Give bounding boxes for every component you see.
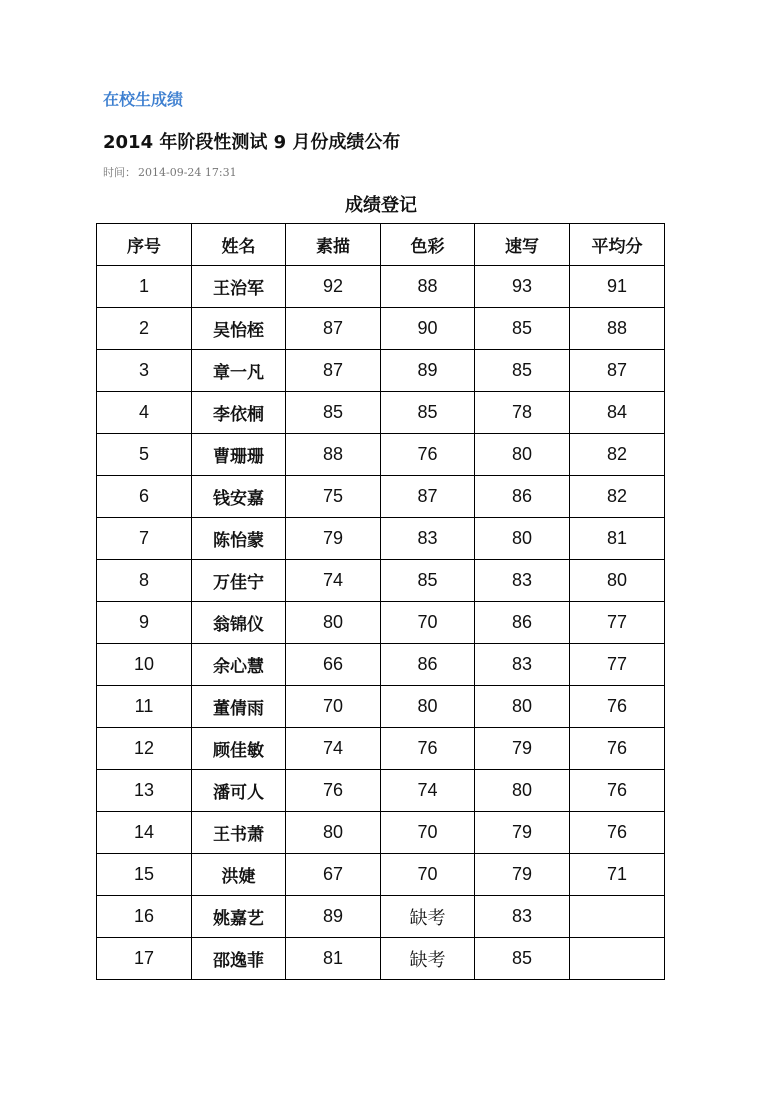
cell-sketch: 74: [286, 560, 381, 602]
cell-sketch: 85: [286, 392, 381, 434]
cell-quick-sketch: 86: [475, 476, 570, 518]
publish-time-label: 时间：: [103, 166, 136, 179]
table-row: [97, 812, 665, 854]
cell-index: 11: [97, 686, 192, 728]
table-row: [97, 854, 665, 896]
cell-color: 缺考: [381, 938, 475, 980]
cell-average: 71: [570, 854, 665, 896]
table-row: [97, 350, 665, 392]
table-caption: 成绩登记: [345, 195, 417, 216]
table-row: [97, 896, 665, 938]
cell-average: 91: [570, 266, 665, 308]
cell-quick-sketch: 78: [475, 392, 570, 434]
column-header-average: 平均分: [570, 224, 665, 266]
cell-quick-sketch: 85: [475, 938, 570, 980]
cell-average: 76: [570, 812, 665, 854]
table-header-row: [97, 224, 665, 266]
cell-index: 13: [97, 770, 192, 812]
cell-color: 85: [381, 560, 475, 602]
cell-color: 缺考: [381, 896, 475, 938]
cell-name: 钱安嘉: [192, 476, 286, 518]
cell-name: 翁锦仪: [192, 602, 286, 644]
cell-index: 5: [97, 434, 192, 476]
cell-average: 77: [570, 602, 665, 644]
publish-time: 2014-09-24 17:31: [138, 166, 237, 179]
cell-name: 章一凡: [192, 350, 286, 392]
cell-color: 76: [381, 434, 475, 476]
cell-color: 88: [381, 266, 475, 308]
cell-quick-sketch: 80: [475, 686, 570, 728]
cell-name: 洪婕: [192, 854, 286, 896]
cell-sketch: 75: [286, 476, 381, 518]
cell-name: 余心慧: [192, 644, 286, 686]
cell-color: 87: [381, 476, 475, 518]
cell-quick-sketch: 83: [475, 644, 570, 686]
cell-average: 82: [570, 434, 665, 476]
cell-index: 17: [97, 938, 192, 980]
cell-sketch: 81: [286, 938, 381, 980]
column-header-color: 色彩: [381, 224, 475, 266]
cell-name: 潘可人: [192, 770, 286, 812]
cell-sketch: 92: [286, 266, 381, 308]
table-row: [97, 308, 665, 350]
table-row: [97, 476, 665, 518]
cell-quick-sketch: 83: [475, 560, 570, 602]
cell-quick-sketch: 83: [475, 896, 570, 938]
cell-name: 李依桐: [192, 392, 286, 434]
cell-index: 8: [97, 560, 192, 602]
cell-index: 4: [97, 392, 192, 434]
cell-quick-sketch: 79: [475, 728, 570, 770]
cell-average: 87: [570, 350, 665, 392]
cell-index: 14: [97, 812, 192, 854]
cell-sketch: 66: [286, 644, 381, 686]
cell-color: 89: [381, 350, 475, 392]
cell-color: 86: [381, 644, 475, 686]
publish-meta: [103, 164, 237, 180]
table-row: [97, 938, 665, 980]
cell-name: 姚嘉艺: [192, 896, 286, 938]
table-body: [97, 266, 665, 980]
cell-sketch: 67: [286, 854, 381, 896]
table-row: [97, 518, 665, 560]
cell-average: 76: [570, 728, 665, 770]
table-row: [97, 434, 665, 476]
table-row: [97, 266, 665, 308]
table-row: [97, 644, 665, 686]
table-row: [97, 728, 665, 770]
cell-index: 10: [97, 644, 192, 686]
column-header-quick-sketch: 速写: [475, 224, 570, 266]
cell-index: 3: [97, 350, 192, 392]
cell-quick-sketch: 93: [475, 266, 570, 308]
cell-average: 84: [570, 392, 665, 434]
cell-name: 邵逸菲: [192, 938, 286, 980]
cell-average: [570, 896, 665, 938]
cell-average: 77: [570, 644, 665, 686]
cell-sketch: 70: [286, 686, 381, 728]
table-row: [97, 392, 665, 434]
cell-color: 85: [381, 392, 475, 434]
cell-sketch: 88: [286, 434, 381, 476]
cell-average: 82: [570, 476, 665, 518]
cell-color: 90: [381, 308, 475, 350]
cell-name: 曹珊珊: [192, 434, 286, 476]
cell-index: 15: [97, 854, 192, 896]
cell-index: 2: [97, 308, 192, 350]
column-header-sketch: 素描: [286, 224, 381, 266]
table-row: [97, 770, 665, 812]
cell-index: 12: [97, 728, 192, 770]
cell-average: 81: [570, 518, 665, 560]
cell-sketch: 79: [286, 518, 381, 560]
table-row: [97, 686, 665, 728]
table-row: [97, 602, 665, 644]
cell-color: 70: [381, 854, 475, 896]
column-header-index: 序号: [97, 224, 192, 266]
cell-name: 王书萧: [192, 812, 286, 854]
cell-quick-sketch: 80: [475, 434, 570, 476]
cell-index: 6: [97, 476, 192, 518]
cell-color: 74: [381, 770, 475, 812]
cell-name: 吴怡桎: [192, 308, 286, 350]
cell-average: 76: [570, 686, 665, 728]
cell-quick-sketch: 80: [475, 770, 570, 812]
cell-color: 70: [381, 602, 475, 644]
cell-name: 王治军: [192, 266, 286, 308]
cell-sketch: 76: [286, 770, 381, 812]
cell-index: 1: [97, 266, 192, 308]
cell-color: 80: [381, 686, 475, 728]
cell-index: 16: [97, 896, 192, 938]
cell-quick-sketch: 79: [475, 812, 570, 854]
cell-name: 万佳宁: [192, 560, 286, 602]
cell-sketch: 87: [286, 308, 381, 350]
cell-average: [570, 938, 665, 980]
cell-quick-sketch: 80: [475, 518, 570, 560]
cell-name: 董倩雨: [192, 686, 286, 728]
cell-quick-sketch: 86: [475, 602, 570, 644]
cell-sketch: 87: [286, 350, 381, 392]
cell-index: 7: [97, 518, 192, 560]
cell-name: 陈怡蒙: [192, 518, 286, 560]
score-table: [96, 223, 665, 980]
cell-quick-sketch: 79: [475, 854, 570, 896]
cell-index: 9: [97, 602, 192, 644]
table-row: [97, 560, 665, 602]
cell-quick-sketch: 85: [475, 350, 570, 392]
cell-color: 83: [381, 518, 475, 560]
column-header-name: 姓名: [192, 224, 286, 266]
cell-color: 76: [381, 728, 475, 770]
cell-sketch: 80: [286, 812, 381, 854]
article-title: 2014 年阶段性测试 9 月份成绩公布: [103, 132, 401, 153]
cell-average: 80: [570, 560, 665, 602]
cell-sketch: 74: [286, 728, 381, 770]
cell-average: 88: [570, 308, 665, 350]
category-link[interactable]: 在校生成绩: [103, 90, 184, 109]
cell-sketch: 89: [286, 896, 381, 938]
cell-color: 70: [381, 812, 475, 854]
cell-name: 顾佳敏: [192, 728, 286, 770]
cell-average: 76: [570, 770, 665, 812]
cell-quick-sketch: 85: [475, 308, 570, 350]
cell-sketch: 80: [286, 602, 381, 644]
